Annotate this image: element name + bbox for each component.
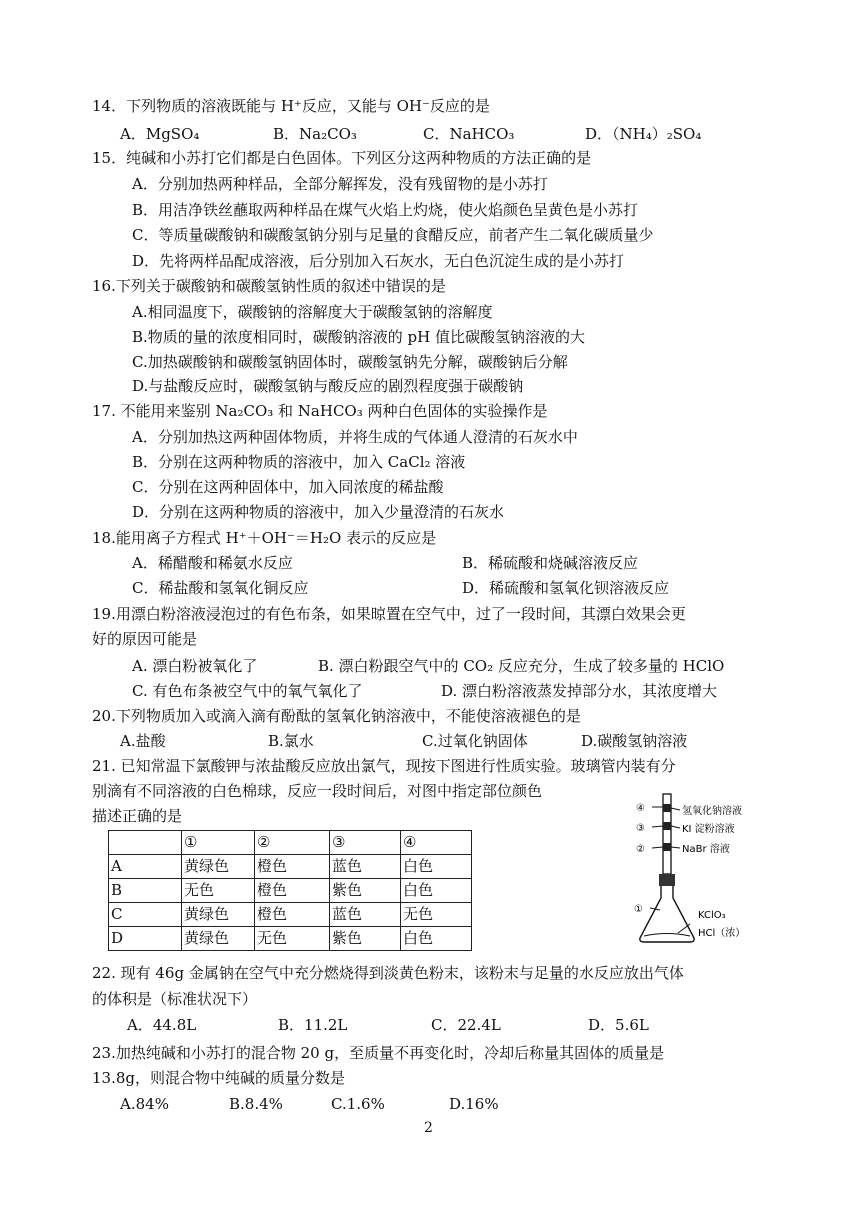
q22-option-b: B．11.2L [278, 1016, 348, 1034]
table-cell: ① [182, 831, 255, 855]
cotton-ball-3 [663, 822, 671, 830]
label-nabr: NaBr 溶液 [682, 844, 730, 855]
table-cell: ② [255, 831, 330, 855]
table-cell: 无色 [255, 927, 330, 951]
leader-line [671, 808, 680, 810]
q17-option-d: D．分别在这两种物质的溶液中，加入少量澄清的石灰水 [132, 503, 505, 521]
q14-option-c: C．NaHCO₃ [423, 125, 515, 143]
page-number: 2 [424, 1120, 433, 1136]
q15-option-a: A．分别加热两种样品，全部分解挥发，没有残留物的是小苏打 [132, 175, 548, 193]
liquid-surface [644, 934, 690, 937]
q22-option-a: A．44.8L [127, 1016, 197, 1034]
leader-line [652, 847, 663, 848]
q19-stem-line1: 19.用漂白粉溶液浸泡过的有色布条，如果晾置在空气中，过了一段时间，其漂白效果会更 [92, 605, 686, 623]
table-cell: 黄绿色 [182, 927, 255, 951]
table-cell: 无色 [182, 879, 255, 903]
q16-option-c: C.加热碳酸钠和碳酸氢钠固体时，碳酸氢钠先分解，碳酸钠后分解 [132, 353, 568, 371]
q20-option-a: A.盐酸 [120, 732, 166, 750]
q19-stem-line2: 好的原因可能是 [92, 630, 198, 648]
q22-option-c: C．22.4L [431, 1016, 501, 1034]
q15-option-d: D．先将两样品配成溶液，后分别加入石灰水，无白色沉淀生成的是小苏打 [132, 252, 625, 270]
q19-option-a: A. 漂白粉被氧化了 [132, 657, 258, 675]
table-row [109, 927, 472, 951]
q18-option-d: D．稀硫酸和氢氧化钡溶液反应 [462, 579, 670, 597]
q21-stem-line1: 21. 已知常温下氯酸钾与浓盐酸反应放出氯气，现按下图进行性质实验。玻璃管内装有分 [92, 757, 676, 775]
q15-option-b: B．用洁净铁丝蘸取两种样品在煤气火焰上灼烧，使火焰颜色呈黄色是小苏打 [132, 201, 639, 219]
q19-option-c: C. 有色布条被空气中的氧气氧化了 [132, 682, 363, 700]
q14-option-d: D．（NH₄）₂SO₄ [585, 125, 702, 143]
table-cell: 橙色 [255, 903, 330, 927]
q23-option-d: D.16% [449, 1095, 499, 1113]
q18-stem: 18.能用离子方程式 H⁺＋OH⁻＝H₂O 表示的反应是 [92, 529, 437, 547]
q16-stem: 16.下列关于碳酸钠和碳酸氢钠性质的叙述中错误的是 [92, 277, 446, 295]
q20-option-c: C.过氧化钠固体 [422, 732, 528, 750]
marker-3: ③ [636, 823, 645, 834]
table-cell: 橙色 [255, 855, 330, 879]
q21-answer-table [108, 830, 472, 951]
leader-line [671, 847, 680, 848]
marker-2: ② [636, 844, 645, 855]
leader-line [652, 826, 663, 827]
table-cell: C [109, 903, 182, 927]
marker-1: ① [634, 904, 643, 915]
leader-line [678, 924, 690, 933]
table-row [109, 879, 472, 903]
table-header-row [109, 831, 472, 855]
table-cell: 无色 [401, 903, 472, 927]
table-cell: ③ [330, 831, 401, 855]
label-hcl: HCl（浓） [698, 928, 746, 939]
q21-stem-line2: 别滴有不同溶液的白色棉球，反应一段时间后，对图中指定部位颜色 [92, 782, 543, 800]
table-cell: 白色 [401, 927, 472, 951]
table-row [109, 855, 472, 879]
q19-option-b: B. 漂白粉跟空气中的 CO₂ 反应充分，生成了较多量的 HClO [318, 657, 725, 675]
marker-4: ④ [636, 803, 645, 814]
table-cell: 白色 [401, 855, 472, 879]
label-ki-starch: KI 淀粉溶液 [682, 824, 735, 835]
label-naoh: 氢氧化钠溶液 [682, 806, 742, 817]
q14-option-a: A．MgSO₄ [120, 125, 200, 143]
q21-stem-line3: 描述正确的是 [92, 807, 183, 825]
leader-line [671, 826, 680, 828]
table-cell [109, 831, 182, 855]
stopper [659, 874, 675, 886]
cotton-ball-2 [663, 843, 671, 851]
q20-option-d: D.碳酸氢钠溶液 [581, 732, 688, 750]
q23-option-c: C.1.6% [331, 1095, 385, 1113]
table-row [109, 903, 472, 927]
q17-option-a: A．分别加热这两种固体物质，并将生成的气体通人澄清的石灰水中 [132, 428, 578, 446]
q16-option-a: A.相同温度下，碳酸钠的溶解度大于碳酸氢钠的溶解度 [132, 303, 493, 321]
table-cell: 蓝色 [330, 903, 401, 927]
table-cell: A [109, 855, 182, 879]
q22-stem-line2: 的体积是（标准状况下） [92, 990, 258, 1008]
table-cell: 黄绿色 [182, 855, 255, 879]
apparatus-figure [632, 790, 792, 950]
q16-option-b: B.物质的量的浓度相同时，碳酸钠溶液的 pH 值比碳酸氢钠溶液的大 [132, 328, 586, 346]
q23-option-b: B.8.4% [229, 1095, 283, 1113]
q17-option-b: B．分别在这两种物质的溶液中，加入 CaCl₂ 溶液 [132, 453, 466, 471]
table-cell: 紫色 [330, 879, 401, 903]
q23-stem-line1: 23.加热纯碱和小苏打的混合物 20 g，至质量不再变化时，冷却后称量其固体的质量是 [92, 1044, 665, 1062]
q23-option-a: A.84% [120, 1095, 169, 1113]
q15-stem: 15．纯碱和小苏打它们都是白色固体。下列区分这两种物质的方法正确的是 [92, 149, 592, 167]
q22-option-d: D．5.6L [588, 1016, 649, 1034]
q20-option-b: B.氯水 [268, 732, 314, 750]
q18-option-c: C．稀盐酸和氢氧化铜反应 [132, 579, 309, 597]
table-cell: D [109, 927, 182, 951]
table-cell: 紫色 [330, 927, 401, 951]
q22-stem-line1: 22. 现有 46g 金属钠在空气中充分燃烧得到淡黄色粉末，该粉末与足量的水反应放出气体 [92, 964, 684, 982]
table-cell: 黄绿色 [182, 903, 255, 927]
table-cell: B [109, 879, 182, 903]
q14-option-b: B．Na₂CO₃ [273, 125, 357, 143]
table-cell: 橙色 [255, 879, 330, 903]
table-cell: 白色 [401, 879, 472, 903]
table-cell: 蓝色 [330, 855, 401, 879]
table-cell: ④ [401, 831, 472, 855]
q18-option-b: B．稀硫酸和烧碱溶液反应 [462, 554, 639, 572]
q17-stem: 17. 不能用来鉴别 Na₂CO₃ 和 NaHCO₃ 两种白色固体的实验操作是 [92, 402, 548, 420]
q16-option-d: D.与盐酸反应时，碳酸氢钠与酸反应的剧烈程度强于碳酸钠 [132, 377, 524, 395]
q23-stem-line2: 13.8g，则混合物中纯碱的质量分数是 [92, 1069, 346, 1087]
q18-option-a: A．稀醋酸和稀氨水反应 [132, 554, 293, 572]
q19-option-d: D. 漂白粉溶液蒸发掉部分水，其浓度增大 [441, 682, 718, 700]
q15-option-c: C．等质量碳酸钠和碳酸氢钠分别与足量的食醋反应，前者产生二氧化碳质量少 [132, 226, 654, 244]
label-kclo3: KClO₃ [698, 910, 726, 921]
q14-stem: 14．下列物质的溶液既能与 H⁺反应，又能与 OH⁻反应的是 [92, 97, 490, 115]
q17-option-c: C．分别在这两种固体中，加入同浓度的稀盐酸 [132, 478, 444, 496]
q20-stem: 20.下列物质加入或滴入滴有酚酞的氢氧化钠溶液中，不能使溶液褪色的是 [92, 707, 581, 725]
cotton-ball-4 [663, 804, 671, 812]
